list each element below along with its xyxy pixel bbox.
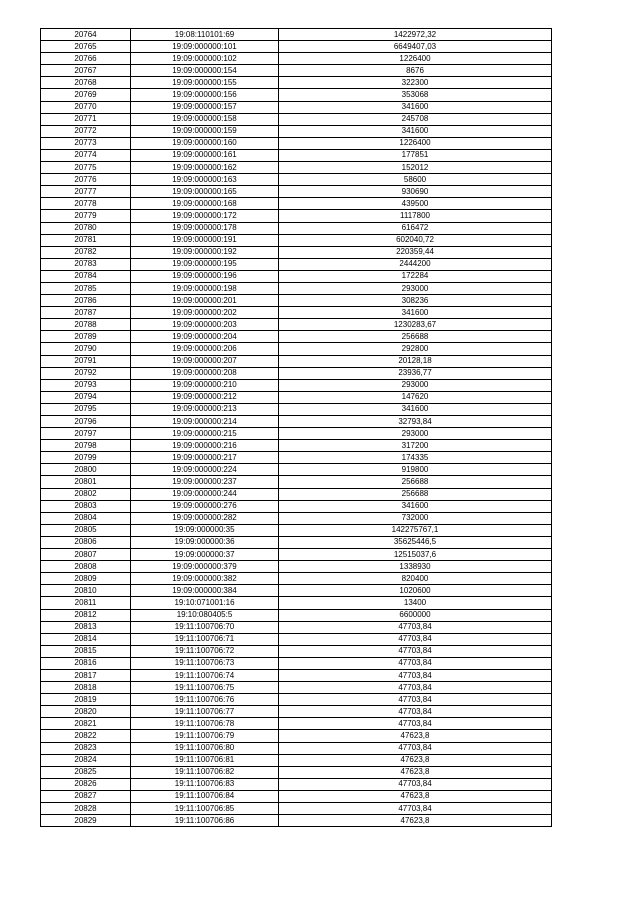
row-id-cell: 20767 [41, 65, 131, 77]
row-amount-cell: 12515037,6 [279, 549, 552, 561]
row-id-cell: 20766 [41, 53, 131, 65]
row-amount-cell: 47703,84 [279, 706, 552, 718]
table-row [41, 210, 552, 222]
row-code-cell: 19:11:100706:73 [131, 657, 279, 669]
table-body [41, 29, 552, 827]
row-code-cell: 19:09:000000:216 [131, 440, 279, 452]
row-amount-cell: 32793,84 [279, 416, 552, 428]
row-code-cell: 19:09:000000:244 [131, 488, 279, 500]
row-id-cell: 20772 [41, 125, 131, 137]
row-amount-cell: 47703,84 [279, 657, 552, 669]
table-row [41, 815, 552, 827]
table-row [41, 718, 552, 730]
row-amount-cell: 1422972,32 [279, 29, 552, 41]
row-amount-cell: 47623,8 [279, 730, 552, 742]
row-id-cell: 20811 [41, 597, 131, 609]
table-row [41, 573, 552, 585]
row-code-cell: 19:09:000000:215 [131, 428, 279, 440]
row-id-cell: 20775 [41, 162, 131, 174]
row-code-cell: 19:09:000000:276 [131, 500, 279, 512]
row-id-cell: 20815 [41, 645, 131, 657]
row-id-cell: 20798 [41, 440, 131, 452]
row-id-cell: 20777 [41, 186, 131, 198]
table-row [41, 65, 552, 77]
table-row [41, 331, 552, 343]
row-code-cell: 19:11:100706:84 [131, 790, 279, 802]
row-amount-cell: 47703,84 [279, 803, 552, 815]
row-id-cell: 20822 [41, 730, 131, 742]
row-id-cell: 20791 [41, 355, 131, 367]
row-id-cell: 20803 [41, 500, 131, 512]
row-id-cell: 20786 [41, 295, 131, 307]
row-id-cell: 20818 [41, 682, 131, 694]
table-row [41, 536, 552, 548]
row-amount-cell: 152012 [279, 162, 552, 174]
table-row [41, 488, 552, 500]
table-row [41, 198, 552, 210]
table-row [41, 706, 552, 718]
row-id-cell: 20806 [41, 536, 131, 548]
row-id-cell: 20804 [41, 512, 131, 524]
row-amount-cell: 341600 [279, 125, 552, 137]
table-row [41, 282, 552, 294]
table-row [41, 125, 552, 137]
row-amount-cell: 616472 [279, 222, 552, 234]
row-code-cell: 19:09:000000:206 [131, 343, 279, 355]
row-id-cell: 20768 [41, 77, 131, 89]
row-id-cell: 20827 [41, 790, 131, 802]
row-code-cell: 19:09:000000:207 [131, 355, 279, 367]
table-row [41, 742, 552, 754]
row-id-cell: 20781 [41, 234, 131, 246]
row-amount-cell: 47703,84 [279, 742, 552, 754]
row-code-cell: 19:09:000000:160 [131, 137, 279, 149]
row-id-cell: 20802 [41, 488, 131, 500]
row-id-cell: 20776 [41, 174, 131, 186]
row-amount-cell: 47703,84 [279, 633, 552, 645]
table-row [41, 730, 552, 742]
row-code-cell: 19:09:000000:157 [131, 101, 279, 113]
row-code-cell: 19:09:000000:201 [131, 295, 279, 307]
row-amount-cell: 8676 [279, 65, 552, 77]
row-amount-cell: 2444200 [279, 258, 552, 270]
row-amount-cell: 20128,18 [279, 355, 552, 367]
row-id-cell: 20765 [41, 41, 131, 53]
row-amount-cell: 293000 [279, 282, 552, 294]
table-row [41, 464, 552, 476]
row-amount-cell: 602040,72 [279, 234, 552, 246]
row-id-cell: 20769 [41, 89, 131, 101]
row-id-cell: 20824 [41, 754, 131, 766]
row-id-cell: 20783 [41, 258, 131, 270]
table-row [41, 476, 552, 488]
row-id-cell: 20826 [41, 778, 131, 790]
row-code-cell: 19:09:000000:237 [131, 476, 279, 488]
row-code-cell: 19:09:000000:192 [131, 246, 279, 258]
row-code-cell: 19:09:000000:155 [131, 77, 279, 89]
row-code-cell: 19:09:000000:210 [131, 379, 279, 391]
row-code-cell: 19:09:000000:36 [131, 536, 279, 548]
row-amount-cell: 47623,8 [279, 815, 552, 827]
table-row [41, 694, 552, 706]
row-code-cell: 19:09:000000:156 [131, 89, 279, 101]
row-amount-cell: 6600000 [279, 609, 552, 621]
table-row [41, 609, 552, 621]
table-row [41, 633, 552, 645]
row-amount-cell: 23936,77 [279, 367, 552, 379]
row-id-cell: 20793 [41, 379, 131, 391]
table-row [41, 113, 552, 125]
row-id-cell: 20780 [41, 222, 131, 234]
row-code-cell: 19:09:000000:165 [131, 186, 279, 198]
row-code-cell: 19:09:000000:384 [131, 585, 279, 597]
table-row [41, 512, 552, 524]
row-id-cell: 20787 [41, 307, 131, 319]
row-amount-cell: 172284 [279, 270, 552, 282]
row-code-cell: 19:11:100706:81 [131, 754, 279, 766]
row-id-cell: 20810 [41, 585, 131, 597]
table-row [41, 174, 552, 186]
row-code-cell: 19:09:000000:212 [131, 391, 279, 403]
row-amount-cell: 1338930 [279, 561, 552, 573]
row-code-cell: 19:09:000000:168 [131, 198, 279, 210]
row-id-cell: 20800 [41, 464, 131, 476]
row-id-cell: 20792 [41, 367, 131, 379]
row-amount-cell: 930690 [279, 186, 552, 198]
table-row [41, 355, 552, 367]
row-amount-cell: 142275767,1 [279, 524, 552, 536]
row-amount-cell: 47623,8 [279, 766, 552, 778]
table-row [41, 53, 552, 65]
row-amount-cell: 47703,84 [279, 669, 552, 681]
table-row [41, 101, 552, 113]
row-id-cell: 20819 [41, 694, 131, 706]
row-amount-cell: 732000 [279, 512, 552, 524]
table-row [41, 319, 552, 331]
row-id-cell: 20829 [41, 815, 131, 827]
row-code-cell: 19:09:000000:178 [131, 222, 279, 234]
row-id-cell: 20809 [41, 573, 131, 585]
row-code-cell: 19:09:000000:282 [131, 512, 279, 524]
row-amount-cell: 47623,8 [279, 754, 552, 766]
row-code-cell: 19:09:000000:154 [131, 65, 279, 77]
row-code-cell: 19:11:100706:78 [131, 718, 279, 730]
row-code-cell: 19:11:100706:71 [131, 633, 279, 645]
row-amount-cell: 919800 [279, 464, 552, 476]
row-amount-cell: 341600 [279, 403, 552, 415]
row-amount-cell: 439500 [279, 198, 552, 210]
row-id-cell: 20805 [41, 524, 131, 536]
row-id-cell: 20820 [41, 706, 131, 718]
row-id-cell: 20770 [41, 101, 131, 113]
row-code-cell: 19:08:110101:69 [131, 29, 279, 41]
row-amount-cell: 245708 [279, 113, 552, 125]
table-row [41, 790, 552, 802]
table-row [41, 803, 552, 815]
row-amount-cell: 1230283,67 [279, 319, 552, 331]
table-row [41, 524, 552, 536]
row-amount-cell: 47703,84 [279, 778, 552, 790]
row-id-cell: 20814 [41, 633, 131, 645]
row-code-cell: 19:09:000000:202 [131, 307, 279, 319]
row-amount-cell: 47703,84 [279, 682, 552, 694]
row-code-cell: 19:11:100706:82 [131, 766, 279, 778]
row-id-cell: 20817 [41, 669, 131, 681]
row-amount-cell: 256688 [279, 476, 552, 488]
row-code-cell: 19:11:100706:74 [131, 669, 279, 681]
row-amount-cell: 322300 [279, 77, 552, 89]
table-row [41, 258, 552, 270]
table-row [41, 669, 552, 681]
row-amount-cell: 47703,84 [279, 621, 552, 633]
row-id-cell: 20785 [41, 282, 131, 294]
row-amount-cell: 1117800 [279, 210, 552, 222]
document-sheet [40, 28, 551, 827]
row-code-cell: 19:09:000000:101 [131, 41, 279, 53]
row-code-cell: 19:09:000000:217 [131, 452, 279, 464]
row-code-cell: 19:09:000000:208 [131, 367, 279, 379]
row-amount-cell: 47703,84 [279, 718, 552, 730]
table-row [41, 246, 552, 258]
row-id-cell: 20764 [41, 29, 131, 41]
row-code-cell: 19:10:080405:5 [131, 609, 279, 621]
table-row [41, 41, 552, 53]
row-id-cell: 20797 [41, 428, 131, 440]
table-row [41, 621, 552, 633]
row-id-cell: 20794 [41, 391, 131, 403]
row-code-cell: 19:11:100706:72 [131, 645, 279, 657]
row-code-cell: 19:09:000000:204 [131, 331, 279, 343]
row-id-cell: 20779 [41, 210, 131, 222]
table-row [41, 222, 552, 234]
table-row [41, 597, 552, 609]
row-code-cell: 19:09:000000:198 [131, 282, 279, 294]
row-code-cell: 19:09:000000:203 [131, 319, 279, 331]
row-amount-cell: 177851 [279, 149, 552, 161]
row-id-cell: 20795 [41, 403, 131, 415]
table-row [41, 403, 552, 415]
row-code-cell: 19:09:000000:224 [131, 464, 279, 476]
row-code-cell: 19:11:100706:86 [131, 815, 279, 827]
row-id-cell: 20782 [41, 246, 131, 258]
row-id-cell: 20821 [41, 718, 131, 730]
row-amount-cell: 353068 [279, 89, 552, 101]
row-amount-cell: 308236 [279, 295, 552, 307]
row-id-cell: 20813 [41, 621, 131, 633]
row-code-cell: 19:09:000000:161 [131, 149, 279, 161]
table-row [41, 440, 552, 452]
row-amount-cell: 174335 [279, 452, 552, 464]
row-code-cell: 19:09:000000:37 [131, 549, 279, 561]
table-row [41, 89, 552, 101]
table-row [41, 500, 552, 512]
row-code-cell: 19:09:000000:191 [131, 234, 279, 246]
row-amount-cell: 256688 [279, 331, 552, 343]
row-id-cell: 20799 [41, 452, 131, 464]
table-row [41, 682, 552, 694]
row-id-cell: 20771 [41, 113, 131, 125]
row-code-cell: 19:09:000000:102 [131, 53, 279, 65]
table-row [41, 270, 552, 282]
row-code-cell: 19:09:000000:379 [131, 561, 279, 573]
row-amount-cell: 341600 [279, 307, 552, 319]
row-code-cell: 19:11:100706:75 [131, 682, 279, 694]
row-code-cell: 19:09:000000:35 [131, 524, 279, 536]
table-row [41, 778, 552, 790]
table-row [41, 367, 552, 379]
row-code-cell: 19:09:000000:195 [131, 258, 279, 270]
row-code-cell: 19:09:000000:158 [131, 113, 279, 125]
row-id-cell: 20788 [41, 319, 131, 331]
table-row [41, 295, 552, 307]
row-code-cell: 19:09:000000:214 [131, 416, 279, 428]
table-row [41, 343, 552, 355]
table-row [41, 754, 552, 766]
row-amount-cell: 47703,84 [279, 694, 552, 706]
row-amount-cell: 317200 [279, 440, 552, 452]
row-code-cell: 19:11:100706:79 [131, 730, 279, 742]
row-amount-cell: 293000 [279, 379, 552, 391]
table-row [41, 561, 552, 573]
row-amount-cell: 820400 [279, 573, 552, 585]
row-amount-cell: 1226400 [279, 53, 552, 65]
table-row [41, 428, 552, 440]
table-row [41, 149, 552, 161]
row-code-cell: 19:09:000000:163 [131, 174, 279, 186]
row-id-cell: 20823 [41, 742, 131, 754]
row-amount-cell: 1226400 [279, 137, 552, 149]
row-amount-cell: 35625446,5 [279, 536, 552, 548]
table-row [41, 416, 552, 428]
table-row [41, 307, 552, 319]
row-amount-cell: 1020600 [279, 585, 552, 597]
row-id-cell: 20825 [41, 766, 131, 778]
row-id-cell: 20796 [41, 416, 131, 428]
table-row [41, 657, 552, 669]
row-code-cell: 19:11:100706:77 [131, 706, 279, 718]
row-amount-cell: 292800 [279, 343, 552, 355]
table-row [41, 137, 552, 149]
row-code-cell: 19:09:000000:213 [131, 403, 279, 415]
table-row [41, 162, 552, 174]
row-amount-cell: 341600 [279, 101, 552, 113]
row-code-cell: 19:09:000000:159 [131, 125, 279, 137]
table-row [41, 186, 552, 198]
row-code-cell: 19:09:000000:382 [131, 573, 279, 585]
row-id-cell: 20784 [41, 270, 131, 282]
row-amount-cell: 58600 [279, 174, 552, 186]
row-amount-cell: 220359,44 [279, 246, 552, 258]
row-code-cell: 19:11:100706:83 [131, 778, 279, 790]
row-amount-cell: 293000 [279, 428, 552, 440]
row-code-cell: 19:09:000000:196 [131, 270, 279, 282]
row-code-cell: 19:09:000000:172 [131, 210, 279, 222]
row-amount-cell: 256688 [279, 488, 552, 500]
row-amount-cell: 47623,8 [279, 790, 552, 802]
row-id-cell: 20816 [41, 657, 131, 669]
row-amount-cell: 6649407,03 [279, 41, 552, 53]
row-id-cell: 20790 [41, 343, 131, 355]
data-table [40, 28, 552, 827]
table-row [41, 766, 552, 778]
row-code-cell: 19:11:100706:76 [131, 694, 279, 706]
row-code-cell: 19:10:071001:16 [131, 597, 279, 609]
row-code-cell: 19:09:000000:162 [131, 162, 279, 174]
table-row [41, 29, 552, 41]
row-id-cell: 20807 [41, 549, 131, 561]
table-row [41, 234, 552, 246]
row-id-cell: 20773 [41, 137, 131, 149]
table-row [41, 379, 552, 391]
row-amount-cell: 13400 [279, 597, 552, 609]
row-amount-cell: 341600 [279, 500, 552, 512]
row-id-cell: 20808 [41, 561, 131, 573]
row-id-cell: 20778 [41, 198, 131, 210]
row-code-cell: 19:11:100706:85 [131, 803, 279, 815]
table-row [41, 77, 552, 89]
row-code-cell: 19:11:100706:80 [131, 742, 279, 754]
table-row [41, 549, 552, 561]
table-row [41, 645, 552, 657]
row-id-cell: 20828 [41, 803, 131, 815]
table-row [41, 452, 552, 464]
row-id-cell: 20789 [41, 331, 131, 343]
table-row [41, 391, 552, 403]
row-amount-cell: 147620 [279, 391, 552, 403]
row-id-cell: 20774 [41, 149, 131, 161]
row-amount-cell: 47703,84 [279, 645, 552, 657]
row-code-cell: 19:11:100706:70 [131, 621, 279, 633]
table-row [41, 585, 552, 597]
row-id-cell: 20801 [41, 476, 131, 488]
row-id-cell: 20812 [41, 609, 131, 621]
